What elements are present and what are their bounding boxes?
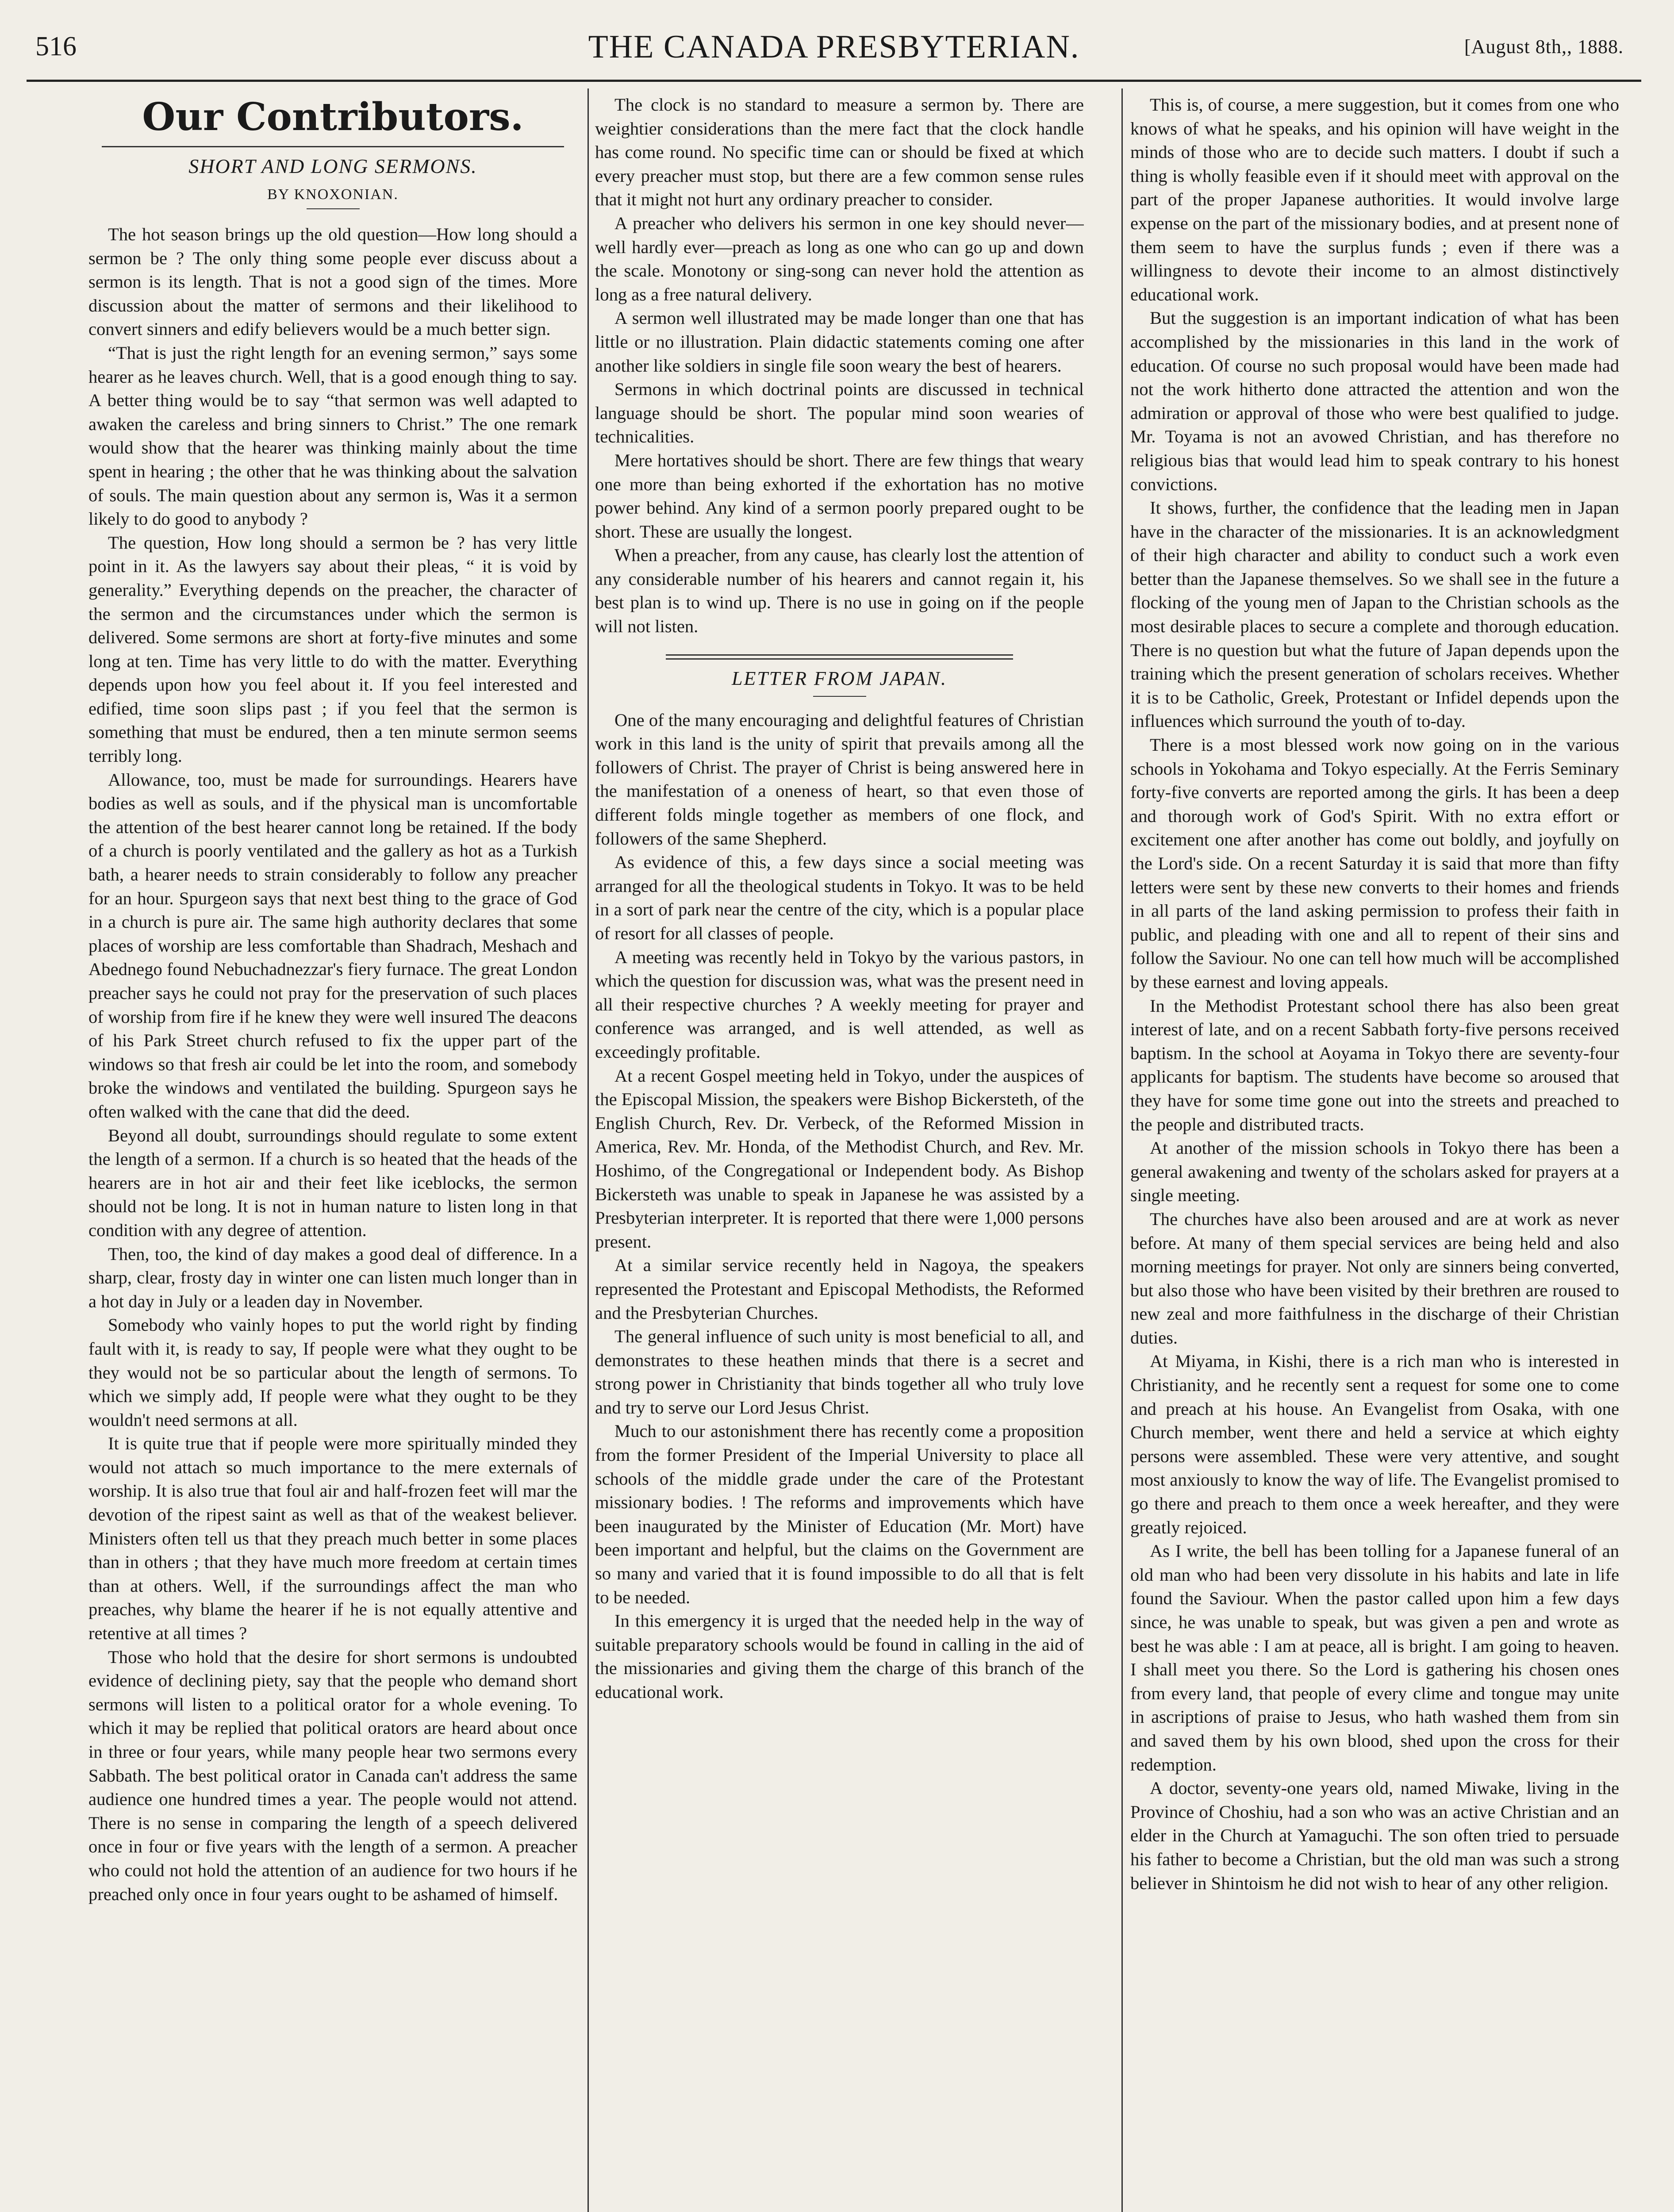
paragraph: There is a most blessed work now going on in the various schools in Yokohama and Tokyo especially. At the Ferris Seminary forty-five converts are reported among the girls. It has been a deep and thorough work of God's Spirit. With no extra effort or excitement one after another has come out boldly, and joyfully on the Lord's side. On a recent Saturday it is said that more than fifty letters were sent by these new converts to their homes and friends in all parts of the land asking permission to profess their faith in public, and pleading with one and all to repent of their sins and follow the Saviour. No one can tell how much will be accomplished by these earnest and loving appeals. — [1130, 735, 1619, 992]
paragraph: In the Methodist Protestant school there has also been great interest of late, and on a recent Sabbath forty-five persons received baptism. In the school at Aoyama in Tokyo there are seventy-four applicants for baptism. The students have become so aroused that they have for some time gone out into the streets and preached to the people and distributed tracts. — [1130, 995, 1619, 1134]
paragraph: It is quite true that if people were more spiritually minded they would not attach so much importance to the mere externals of worship. It is also true that foul air and half-frozen feet will mar the devotion of the ripest saint as well as that of the weakest believer. Ministers often tell us that they preach much better in some places than in others ; that they have much more freedom at certain times than at others. Well, if the surroundings affect the man who preaches, why blame the hearer if he is not equally attentive and retentive at all times ? — [88, 1433, 577, 1644]
paragraph: A meeting was recently held in Tokyo by the various pastors, in which the question for discussion was, what was the present need in all their respective churches ? A weekly meeting for prayer and conference was arranged, and is well attended, as well as exceedingly profitable. — [595, 947, 1084, 1062]
heading-rule — [102, 146, 564, 147]
byline-text: BY KNOXONIAN. — [267, 186, 399, 203]
column-1 — [88, 93, 577, 2212]
paragraph: This is, of course, a mere suggestion, but it comes from one who knows of what he speaks, and his opinion will have weight in the minds of those who are to decide such matters. I doubt if such a thing is wholly feasible even if it should meet with approval on the part of the proper Japanese authorities. It would involve large expense on the part of the missionary bodies, and at present none of them seem to have the surplus funds ; even if there was a willingness to devote their income to an almost distinctively educational work. — [1130, 95, 1619, 304]
paragraph: A sermon well illustrated may be made longer than one that has little or no illustration. Plain didactic statements coming one after another like soldiers in single file soon weary the best of hearers. — [595, 308, 1084, 376]
newspaper-title: THE CANADA PRESBYTERIAN. — [588, 29, 1080, 65]
paragraph: Beyond all doubt, surroundings should regulate to some extent the length of a sermon. If a church is so heated that the heads of the hearers are in hot air and their feet like iceblocks, the sermon should not be long. It is not in human nature to listen long in that condition with any degree of attention. — [88, 1125, 577, 1240]
paragraph: As evidence of this, a few days since a social meeting was arranged for all the theological students in Tokyo. It was to be held in a sort of park near the centre of the city, which is a popular place of resort for all classes of people. — [595, 852, 1084, 943]
column-3 — [1130, 93, 1619, 2212]
paragraph: Sermons in which doctrinal points are discussed in technical language should be short. The popular mind soon wearies of technicalities. — [595, 379, 1084, 447]
paragraph: Then, too, the kind of day makes a good deal of difference. In a sharp, clear, frosty day in winter one can listen much longer than in a hot day in July or a leaden day in November. — [88, 1244, 577, 1311]
section-heading: Our Contributors. — [142, 95, 524, 139]
paragraph: As I write, the bell has been tolling for a Japanese funeral of an old man who had been very dissolute in his habits and late in life found the Saviour. When the pastor called upon him a few days since, he was unable to speak, but was given a pen and wrote as best he was able : I am at peace, all is bright. I am going to heaven. I shall meet you there. So the Lord is gathering his chosen ones from every land, that people of every clime and tongue may unite in ascriptions of praise to Jesus, who hath washed them from sin and saved them by his own blood, shed upon the cross for their redemption. — [1130, 1541, 1619, 1774]
column-2 — [595, 93, 1084, 2212]
paragraph: “That is just the right length for an evening sermon,” says some hearer as he leaves church. Well, that is a good enough thing to say. A better thing would be to say “that sermon was well adapted to awaken the careless and bring sinners to Christ.” The one remark would show that the hearer was thinking mainly about the time spent in hearing ; the other that he was thinking about the salvation of souls. The main question about any sermon is, Was it a sermon likely to do good to anybody ? — [88, 342, 577, 529]
byline-rule — [307, 208, 360, 209]
paragraph: At a recent Gospel meeting held in Tokyo, under the auspices of the Episcopal Mission, the speakers were Bishop Bickersteth, of the English Church, Rev. Dr. Verbeck, of the Reformed Mission in America, Rev. Mr. Honda, of the Methodist Church, and Rev. Mr. Hoshimo, of the Congregational or Independent body. As Bishop Bickersteth was unable to speak in Japanese he was assisted by a Presbyterian interpreter. It is reported that there were 1,000 persons present. — [595, 1065, 1084, 1252]
article-separator — [666, 654, 1013, 660]
paragraph: The general influence of such unity is most beneficial to all, and demonstrates to these heathen minds that there is a secret and strong power in Christianity that binds together all who truly love and try to serve our Lord Jesus Christ. — [595, 1326, 1084, 1417]
page-number: 516 — [35, 31, 77, 61]
paragraph: But the suggestion is an important indication of what has been accomplished by the missionaries in this land in the work of education. Of course no such proposal would have been made had not the work hitherto done attracted the attention and won the admiration or approval of those who were best qualified to judge. Mr. Toyama is not an avowed Christian, and has therefore no religious bias that would lead him to speak contrary to his honest convictions. — [1130, 308, 1619, 494]
paragraph: The hot season brings up the old question—How long should a sermon be ? The only thing some people ever discuss about a sermon is its length. That is not a good sign of the times. More discussion about the matter of sermons and their likelihood to convert sinners and edify believers would be a much better sign. — [88, 224, 577, 339]
paragraph: At a similar service recently held in Nagoya, the speakers represented the Protestant and Episcopal Methodists, the Reformed and the Presbyterian Churches. — [595, 1255, 1084, 1323]
paragraph: A doctor, seventy-one years old, named Miwake, living in the Province of Choshiu, had a son who was an active Christian and an elder in the Church at Yamaguchi. The son often tried to persuade his father to become a Christian, but the old man was such a strong believer in Shintoism he did not wish to hear of any other religion. — [1130, 1778, 1619, 1893]
paragraph: Mere hortatives should be short. There are few things that weary one more than being exhorted if the exhortation has no motive power behind. Any kind of a sermon poorly prepared ought to be short. These are usually the longest. — [595, 450, 1084, 541]
article-title: LETTER FROM JAPAN. — [731, 667, 948, 689]
masthead — [27, 27, 1641, 75]
masthead-rule — [27, 80, 1641, 82]
paragraph: When a preacher, from any cause, has clearly lost the attention of any considerable number of his hearers and cannot regain it, his best plan is to wind up. There is no use in going on if the people will not listen. — [595, 545, 1084, 637]
paragraph: In this emergency it is urged that the needed help in the way of suitable preparatory schools would be found in calling in the aid of the missionaries and giving them the charge of this branch of the educational work. — [595, 1611, 1084, 1702]
issue-date: [August 8th,, 1888. — [1464, 36, 1624, 58]
column-divider — [1121, 88, 1123, 2212]
paragraph: It shows, further, the confidence that the leading men in Japan have in the character of the missionaries. It is an acknowledgment of their high character and ability to conduct such a work even better than the Japanese themselves. So we shall see in the future a flocking of the young men of Japan to the Christian schools as the most desirable places to secure a complete and thorough education. There is no question but what the future of Japan depends upon the training which the present generation of scholars receives. Whether it is to be Catholic, Greek, Protestant or Infidel depends upon the influences which surround the youth of to-day. — [1130, 498, 1619, 731]
paragraph: At Miyama, in Kishi, there is a rich man who is interested in Christianity, and he recently sent a request for some one to come and preach at his house. An Evangelist from Osaka, with one Church member, went there and held a service at which eighty persons were assembled. These were very attentive, and sought most anxiously to know the way of life. The Evangelist promised to go there and preach to them once a week hereafter, and they were greatly rejoiced. — [1130, 1351, 1619, 1537]
paragraph: Those who hold that the desire for short sermons is undoubted evidence of declining piety, say that the people who demand short sermons will listen to a political orator for a whole evening. To which it may be replied that political orators are heard about once in three or four years, while many people hear two sermons every Sabbath. The best political orator in Canada can't address the same audience one hundred times a year. The people would not attend. There is no sense in comparing the length of a speech delivered once in four or five years with the length of a sermon. A preacher who could not hold the attention of an audience for two hours if he preached only once in four years ought to be ashamed of himself. — [88, 1647, 577, 1904]
paragraph: The clock is no standard to measure a sermon by. There are weightier considerations than the mere fact that the clock handle has come round. No specific time can or should be fixed at which every preacher must stop, but there are a few common sense rules that it might not hurt any ordinary preacher to consider. — [595, 95, 1084, 210]
paragraph: A preacher who delivers his sermon in one key should never—well hardly ever—preach as long as one who can go up and down the scale. Monotony or sing-song can never hold the attention as long as a free natural delivery. — [595, 213, 1084, 304]
byline — [88, 184, 577, 209]
paragraph: The question, How long should a sermon be ? has very little point in it. As the lawyers say about their pleas, “ it is void by generality.” Everything depends on the preacher, the character of the sermon and the circumstances under which the sermon is delivered. Some sermons are short at forty-five minutes and some long at ten. Time has very little to do with the matter. Everything depends upon how you feel about it. If you feel interested and edified, time soon slips past ; if you feel that the sermon is something that must be endured, then a ten minute sermon seems terribly long. — [88, 532, 577, 766]
title-rule — [813, 696, 866, 697]
paragraph: Somebody who vainly hopes to put the world right by finding fault with it, is ready to say, If people were what they ought to be they would not be so particular about the length of sermons. To which we simply add, If people were what they ought to be they wouldn't need sermons at all. — [88, 1315, 577, 1430]
article-title: SHORT AND LONG SERMONS. — [188, 155, 477, 177]
paragraph: The churches have also been aroused and are at work as never before. At many of them special services are being held and also morning meetings for prayer. Not only are sinners being converted, but also those who have been visited by their brethren are roused to new zeal and more faithfulness in the discharge of their Christian duties. — [1130, 1209, 1619, 1348]
paragraph: Allowance, too, must be made for surroundings. Hearers have bodies as well as souls, and if the physical man is uncomfortable the attention of the best hearer cannot long be retained. If the body of a church is poorly ventilated and the gallery as hot as a Turkish bath, a hearer needs to strain considerably to follow any preacher for an hour. Spurgeon says that next best thing to the grace of God in a church is pure air. The same high authority declares that some places of worship are less comfortable than Shadrach, Meshach and Abednego found Nebuchadnezzar's fiery furnace. The great London preacher says he could not pray for the preservation of such places of worship from fire if he knew they were well insured The deacons of his Park Street church refused to fix the upper part of the windows so that fresh air could be let into the room, and somebody broke the windows and ventilated the building. Spurgeon says he often walked with the cane that did the deed. — [88, 769, 577, 1121]
column-divider — [587, 88, 589, 2212]
paragraph: Much to our astonishment there has recently come a proposition from the former President of the Imperial University to place all schools of the middle grade under the care of the Protestant missionary bodies. ! The reforms and improvements which have been inaugurated by the Minister of Education (Mr. Mort) have been important and helpful, but the claims on the Government are so many and varied that it is found impossible to do all that is felt to be needed. — [595, 1421, 1084, 1607]
paragraph: One of the many encouraging and delightful features of Christian work in this land is the unity of spirit that prevails among all the followers of Christ. The prayer of Christ is being answered here in the manifestation of a oneness of heart, so that even those of different folds mingle together as members of one flock, and followers of the same Shepherd. — [595, 710, 1084, 849]
paragraph: At another of the mission schools in Tokyo there has been a general awakening and twenty of the scholars asked for prayers at a single meeting. — [1130, 1138, 1619, 1206]
